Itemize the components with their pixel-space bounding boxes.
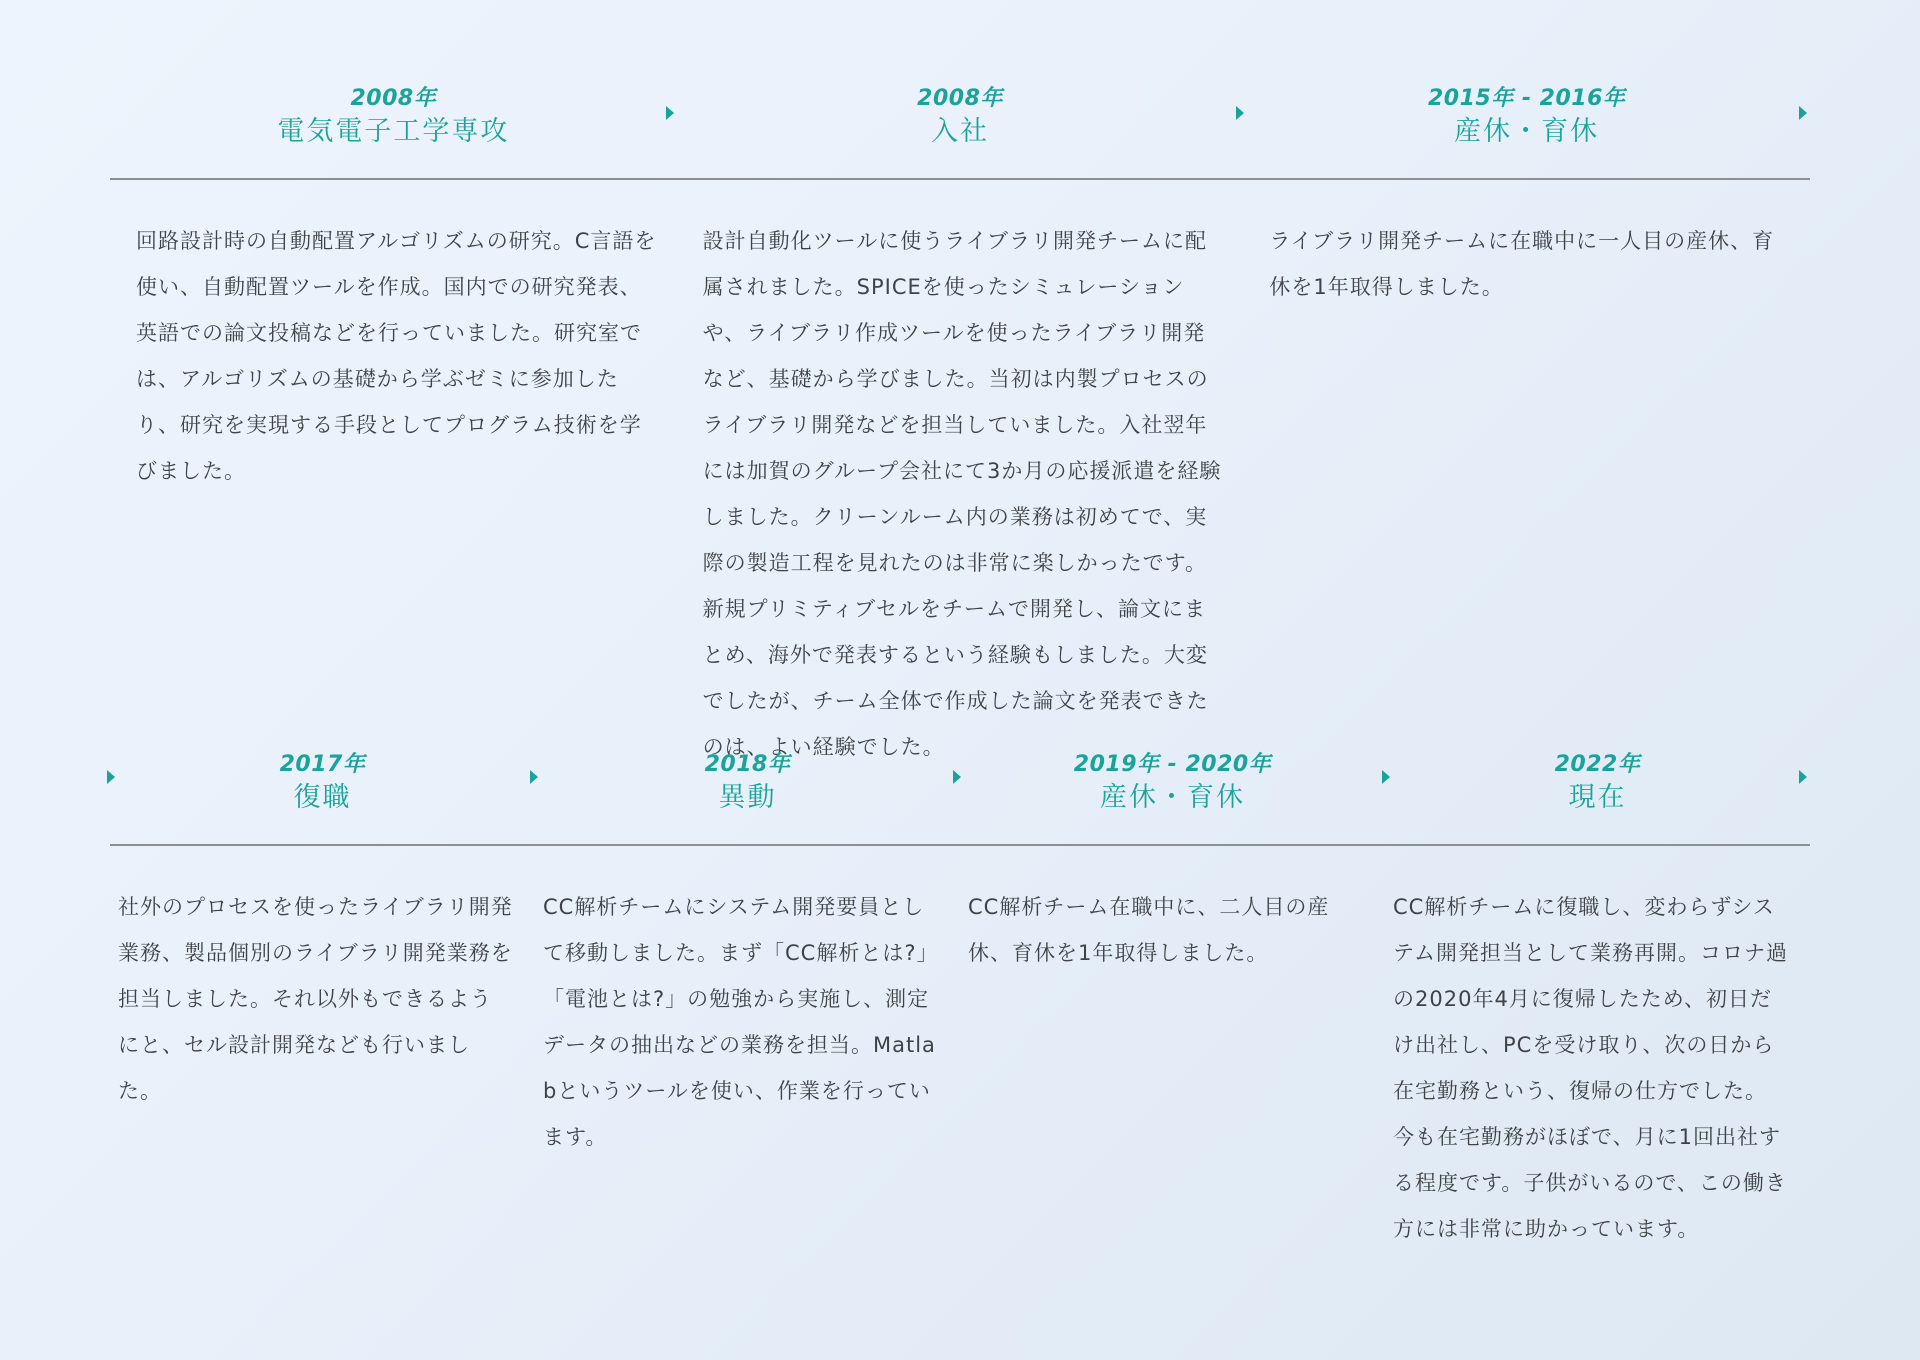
step-description: CC解析チーム在職中に、二人目の産休、育休を1年取得しました。 (968, 895, 1330, 965)
triangle-right-icon (530, 770, 538, 784)
step-head-2019-leave (960, 753, 1385, 844)
triangle-right-icon (666, 106, 674, 120)
step-head-2008-major (110, 87, 677, 178)
step-head-2008-join (677, 87, 1244, 178)
step-year: 2017年 (279, 752, 366, 778)
step-year: 2018年 (704, 752, 791, 778)
triangle-right-icon (953, 770, 961, 784)
triangle-right-icon (107, 770, 115, 784)
timeline-row-2-bodies (110, 884, 1810, 1252)
triangle-right-icon (1799, 106, 1807, 120)
step-description: CC解析チームにシステム開発要員として移動しました。まず「CC解析とは?」「電池とは?」の勉強から実施し、測定データの抽出などの業務を担当。Matlabというツールを使い、作業を行っています。 (543, 895, 936, 1149)
timeline-row-1-bodies (110, 218, 1810, 770)
step-head-2017-return (110, 753, 535, 844)
triangle-right-icon (1799, 770, 1807, 784)
timeline-row-1-headers (110, 70, 1810, 180)
step-year: 2008年 (917, 86, 1003, 112)
step-head-2015-leave (1243, 87, 1810, 178)
step-title: 復職 (293, 781, 352, 813)
step-year: 2019年 - 2020年 (1073, 752, 1272, 778)
step-year: 2015年 - 2016年 (1427, 86, 1626, 112)
timeline-row-2-headers (110, 740, 1810, 846)
triangle-right-icon (1236, 106, 1244, 120)
triangle-right-icon (1382, 770, 1390, 784)
step-title: 産休・育休 (1100, 781, 1245, 813)
step-head-2022-now (1385, 753, 1810, 844)
step-title: 入社 (931, 115, 989, 147)
step-title: 現在 (1568, 781, 1627, 813)
step-description: 回路設計時の自動配置アルゴリズムの研究。C言語を使い、自動配置ツールを作成。国内での研究発表、英語での論文投稿などを行っていました。研究室では、アルゴリズムの基礎から学ぶゼミに参加したり、研究を実現する手段としてプログラム技術を学びました。 (136, 229, 657, 483)
step-title: 電気電子工学専攻 (277, 115, 510, 147)
step-description: CC解析チームに復職し、変わらずシステム開発担当として業務再開。コロナ過の2020年4月に復帰したため、初日だけ出社し、PCを受け取り、次の日から在宅勤務という、復帰の仕方でした。今も在宅勤務がほぼで、月に1回出社する程度です。子供がいるので、この働き方には非常に助かっています。 (1393, 895, 1788, 1241)
step-year: 2022年 (1554, 752, 1641, 778)
step-head-2018-transfer (535, 753, 960, 844)
step-description: 社外のプロセスを使ったライブラリ開発業務、製品個別のライブラリ開発業務を担当しました。それ以外もできるようにと、セル設計開発なども行いました。 (118, 895, 513, 1103)
step-description: 設計自動化ツールに使うライブラリ開発チームに配属されました。SPICEを使ったシミュレーションや、ライブラリ作成ツールを使ったライブラリ開発など、基礎から学びました。当初は内製プロセスのライブラリ開発などを担当していました。入社翌年には加賀のグループ会社にて3か月の応援派遣を経験しました。クリーンルーム内の業務は初めてで、実際の製造工程を見れたのは非常に楽しかったです。新規プリミティブセルをチームで開発し、論文にまとめ、海外で発表するという経験もしました。大変でしたが、チーム全体で作成した論文を発表できたのは、よい経験でした。 (702, 229, 1222, 759)
step-title: 異動 (718, 781, 777, 813)
step-year: 2008年 (350, 86, 437, 112)
step-title: 産休・育休 (1454, 115, 1600, 147)
step-description: ライブラリ開発チームに在職中に一人目の産休、育休を1年取得しました。 (1269, 229, 1775, 299)
